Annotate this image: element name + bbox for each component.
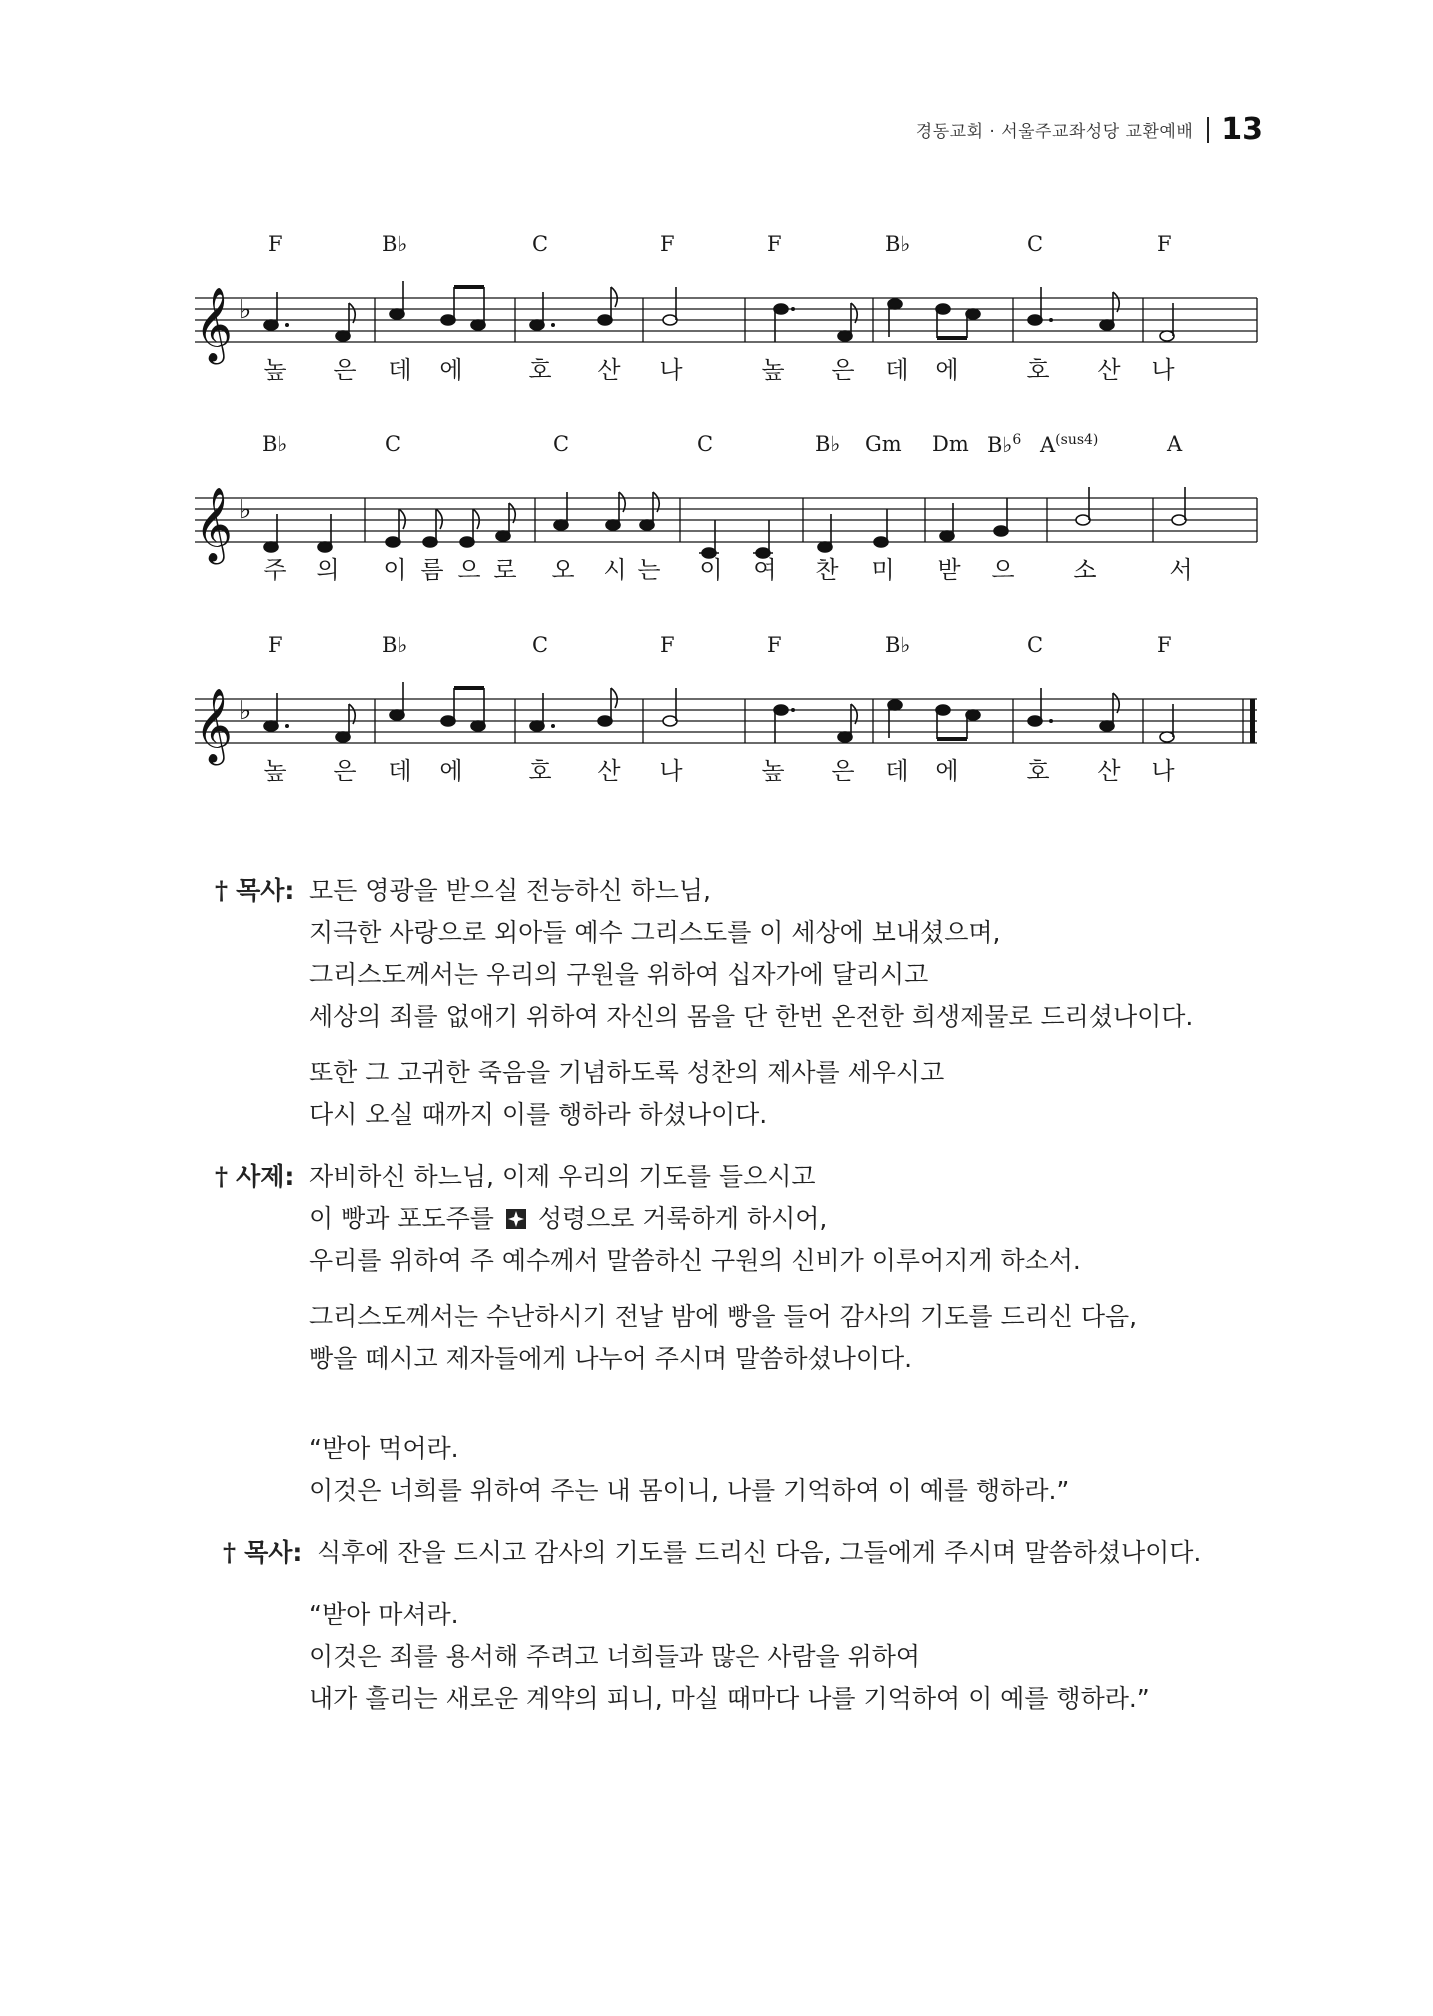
speaker-name: 목사: xyxy=(236,876,295,905)
lyric-syllable: 소 xyxy=(1073,556,1097,584)
lyric-syllable: 이 xyxy=(383,556,407,584)
lyric-syllable: 호 xyxy=(1026,757,1050,785)
lyric-syllable: 로 xyxy=(493,556,517,584)
speaker-label xyxy=(215,870,309,912)
lyric-syllable: 주 xyxy=(263,556,287,584)
liturgy-block-pastor-2 xyxy=(223,1532,1245,1574)
lyric-syllable: 산 xyxy=(1097,356,1121,384)
lyric-syllable: 산 xyxy=(597,757,621,785)
lyric-syllable: 찬 xyxy=(815,556,839,584)
liturgy-line: 그리스도께서는 수난하시기 전날 밤에 빵을 들어 감사의 기도를 드리신 다음, xyxy=(309,1302,1138,1331)
cross-icon xyxy=(506,1209,526,1229)
lyric-syllable: 시 xyxy=(603,556,627,584)
liturgy-text xyxy=(215,870,1245,1720)
header-divider xyxy=(1207,117,1209,143)
chord-root: A xyxy=(1040,433,1056,457)
liturgy-line: 식후에 잔을 드시고 감사의 기도를 드리신 다음, 그들에게 주시며 말씀하셨나이다. xyxy=(317,1538,1202,1567)
chord: B♭ xyxy=(382,232,408,256)
quote-line: 이것은 죄를 용서해 주려고 너희들과 많은 사람을 위하여 xyxy=(309,1642,921,1671)
chord: F xyxy=(767,633,782,657)
lyric-syllable: 데 xyxy=(885,757,909,785)
liturgy-block-pastor-1 xyxy=(215,870,1245,912)
lyric-syllable: 높 xyxy=(761,356,785,384)
chord: B♭ xyxy=(885,232,911,256)
liturgy-line-part: 이 빵과 포도주를 xyxy=(309,1204,494,1233)
page-number: 13 xyxy=(1221,112,1263,147)
lyric-syllable: 는 xyxy=(637,556,661,584)
chord: C xyxy=(697,432,714,456)
svg-text:♭: ♭ xyxy=(239,495,252,525)
lyric-syllable: 의 xyxy=(316,556,340,584)
chord: C xyxy=(532,633,549,657)
lyric-syllable: 호 xyxy=(528,757,552,785)
music-system-2 xyxy=(195,432,1260,602)
lyric-syllable: 에 xyxy=(935,757,959,785)
chord-extension: (sus4) xyxy=(1055,432,1099,448)
dagger-icon: † xyxy=(215,1162,229,1191)
chord: B♭ xyxy=(885,633,911,657)
svg-text:𝄞: 𝄞 xyxy=(195,488,233,562)
lyric-syllable: 으 xyxy=(991,556,1015,584)
chord: F xyxy=(268,633,283,657)
liturgy-line: 우리를 위하여 주 예수께서 말씀하신 구원의 신비가 이루어지게 하소서. xyxy=(309,1246,1081,1275)
chord: Dm xyxy=(932,432,969,456)
quote-line: 이것은 너희를 위하여 주는 내 몸이니, 나를 기억하여 이 예를 행하라.” xyxy=(309,1476,1070,1505)
lyric-syllable: 은 xyxy=(333,757,357,785)
liturgy-block-priest xyxy=(215,1156,1245,1198)
lyric-syllable: 데 xyxy=(388,757,412,785)
liturgy-line-part: 성령으로 거룩하게 하시어, xyxy=(537,1204,828,1233)
chord: C xyxy=(1027,232,1044,256)
chord: B♭ xyxy=(815,432,841,456)
music-system-1 xyxy=(195,232,1260,402)
lyric-syllable: 나 xyxy=(659,356,683,384)
chord: C xyxy=(532,232,549,256)
chord: F xyxy=(660,633,675,657)
lyric-syllable: 데 xyxy=(885,356,909,384)
svg-text:𝄞: 𝄞 xyxy=(195,689,233,763)
liturgy-line: 자비하신 하느님, 이제 우리의 기도를 들으시고 xyxy=(309,1162,816,1191)
quote-line: “받아 마셔라. xyxy=(309,1600,459,1629)
lyric-syllable: 름 xyxy=(420,556,444,584)
dagger-icon: † xyxy=(223,1538,237,1567)
chord xyxy=(1040,432,1098,457)
lyric-syllable: 은 xyxy=(831,757,855,785)
chord: F xyxy=(1157,633,1172,657)
lyric-syllable: 받 xyxy=(937,556,961,584)
chord: C xyxy=(1027,633,1044,657)
lyric-syllable: 은 xyxy=(831,356,855,384)
chord-root: B♭ xyxy=(987,433,1013,457)
lyric-syllable: 에 xyxy=(439,356,463,384)
chord: F xyxy=(268,232,283,256)
lyric-syllable: 미 xyxy=(871,556,895,584)
lyric-syllable: 호 xyxy=(528,356,552,384)
chord: C xyxy=(553,432,570,456)
liturgy-line: 지극한 사랑으로 외아들 예수 그리스도를 이 세상에 보내셨으며, xyxy=(309,918,1001,947)
lyric-syllable: 에 xyxy=(439,757,463,785)
chord-extension: 6 xyxy=(1012,432,1022,448)
lyric-syllable: 이 xyxy=(699,556,723,584)
speaker-name: 목사: xyxy=(244,1538,303,1567)
music-system-3 xyxy=(195,633,1260,803)
header-title: 경동교회 · 서울주교좌성당 교환예배 xyxy=(915,122,1194,142)
speaker-label xyxy=(215,1156,309,1198)
lyric-syllable: 여 xyxy=(753,556,777,584)
lyric-syllable: 높 xyxy=(263,356,287,384)
lyric-syllable: 에 xyxy=(935,356,959,384)
page-header xyxy=(916,112,1263,147)
svg-text:𝄞: 𝄞 xyxy=(195,288,233,362)
lyric-syllable: 나 xyxy=(1151,356,1175,384)
chord: F xyxy=(767,232,782,256)
liturgy-line: 모든 영광을 받으실 전능하신 하느님, xyxy=(309,876,711,905)
liturgy-line: 그리스도께서는 우리의 구원을 위하여 십자가에 달리시고 xyxy=(309,960,929,989)
chord: C xyxy=(385,432,402,456)
lyric-syllable: 오 xyxy=(551,556,575,584)
lyric-syllable: 으 xyxy=(457,556,481,584)
speaker-label xyxy=(223,1532,317,1574)
lyric-syllable: 높 xyxy=(761,757,785,785)
lyric-syllable: 산 xyxy=(597,356,621,384)
lyric-syllable: 서 xyxy=(1169,556,1193,584)
lyric-syllable: 나 xyxy=(659,757,683,785)
liturgy-line: 또한 그 고귀한 죽음을 기념하도록 성찬의 제사를 세우시고 xyxy=(309,1058,945,1087)
lyric-syllable: 산 xyxy=(1097,757,1121,785)
liturgy-line: 다시 오실 때까지 이를 행하라 하셨나이다. xyxy=(309,1100,768,1129)
chord: F xyxy=(1157,232,1172,256)
staff-2 xyxy=(195,462,1260,572)
speaker-name: 사제: xyxy=(236,1162,295,1191)
quote-line: “받아 먹어라. xyxy=(309,1434,459,1463)
lyric-syllable: 데 xyxy=(388,356,412,384)
lyric-syllable: 나 xyxy=(1151,757,1175,785)
chord: A xyxy=(1167,432,1183,456)
chord: B♭ xyxy=(382,633,408,657)
chord: B♭ xyxy=(262,432,288,456)
quote-line: 내가 흘리는 새로운 계약의 피니, 마실 때마다 나를 기억하여 이 예를 행하라.” xyxy=(309,1684,1150,1713)
liturgy-line xyxy=(215,1198,1245,1240)
chord: F xyxy=(660,232,675,256)
liturgy-line: 세상의 죄를 없애기 위하여 자신의 몸을 단 한번 온전한 희생제물로 드리셨나이다. xyxy=(309,1002,1194,1031)
chord xyxy=(987,432,1021,457)
svg-text:♭: ♭ xyxy=(239,295,252,325)
lyric-syllable: 호 xyxy=(1026,356,1050,384)
dagger-icon: † xyxy=(215,876,229,905)
svg-text:♭: ♭ xyxy=(239,696,252,726)
chord: Gm xyxy=(865,432,902,456)
lyric-syllable: 은 xyxy=(333,356,357,384)
liturgy-line: 빵을 떼시고 제자들에게 나누어 주시며 말씀하셨나이다. xyxy=(309,1344,913,1373)
lyric-syllable: 높 xyxy=(263,757,287,785)
